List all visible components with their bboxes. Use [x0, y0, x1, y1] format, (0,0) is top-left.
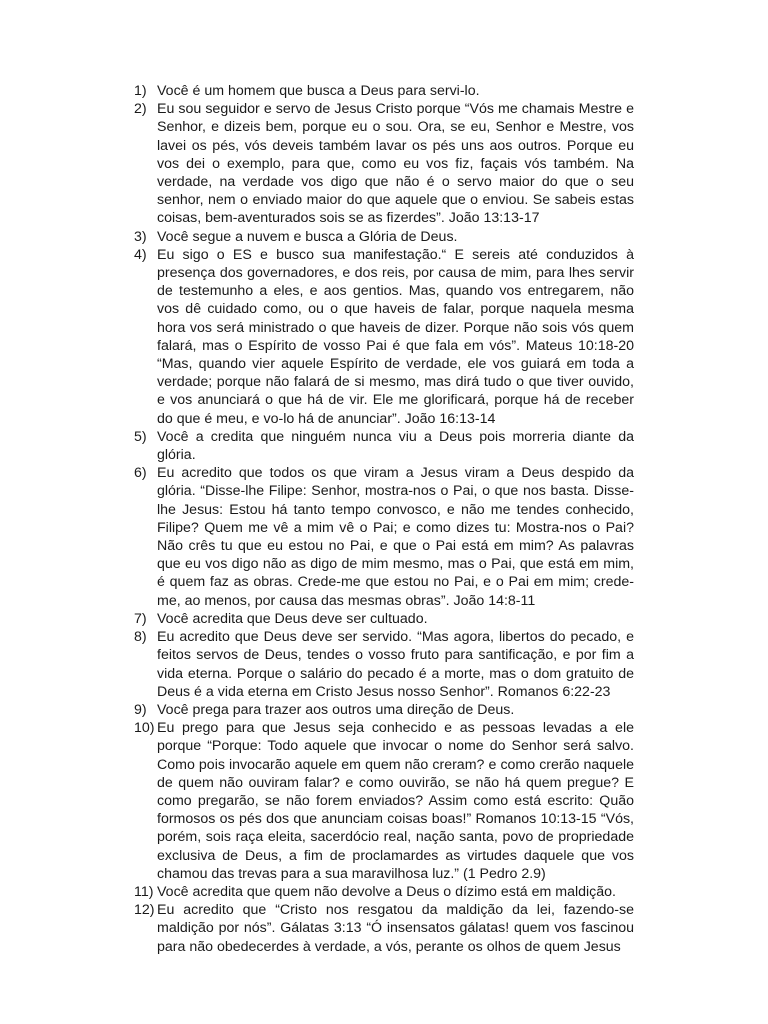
item-text: Você acredita que Deus deve ser cultuado. [157, 610, 428, 627]
list-item [134, 428, 634, 464]
item-number: 11) [134, 883, 154, 900]
list-item [134, 100, 634, 227]
item-text: Você acredita que quem não devolve a Deus o dízimo está em maldição. [157, 883, 616, 900]
item-text: Você é um homem que busca a Deus para servi-lo. [157, 83, 480, 99]
item-text: Eu sigo o ES e busco sua manifestação.“ E sereis até conduzidos à presença dos governadores, e dos reis, por causa de mim, para lhes servir de testemunho a eles, e aos gentios. Mas, quando vos entregarem, não vos dê cuidado como, ou o que haveis de falar, porque naquela mesma hora vos será ministrado o que haveis de dizer. Porque não sois vós quem falará, mas o Espírito de vosso Pai é que fala em vós”. Mateus 10:18-20 “Mas, quando vier aquele Espírito de verdade, ele vos guiará em toda a verdade; porque não falará de si mesmo, mas dirá tudo o que tiver ouvido, e vos anunciará o que há de vir. Ele me glorificará, porque há de receber do que é meu, e vo-lo há de anunciar”. João 16:13-14 [157, 246, 634, 427]
item-text: Você segue a nuvem e busca a Glória de Deus. [157, 228, 458, 245]
document-page [134, 82, 634, 956]
item-text: Você a credita que ninguém nunca viu a Deus pois morreria diante da glória. [157, 428, 634, 464]
item-text: Você prega para trazer aos outros uma direção de Deus. [157, 701, 515, 718]
item-number: 1) [134, 83, 147, 99]
item-number: 2) [134, 101, 147, 118]
item-number: 9) [134, 701, 147, 718]
list-item [134, 82, 634, 100]
item-number: 3) [134, 228, 147, 245]
item-number: 6) [134, 465, 147, 482]
item-text: Eu acredito que todos os que viram a Jesus viram a Deus despido da glória. “Disse-lhe Filipe: Senhor, mostra-nos o Pai, o que nos basta. Disse-lhe Jesus: Estou há tanto tempo convosco, e não me tendes conhecido, Filipe? Quem me vê a mim vê o Pai; e como dizes tu: Mostra-nos o Pai? Não crês tu que eu estou no Pai, e que o Pai está em mim? As palavras que eu vos digo não as digo de mim mesmo, mas o Pai, que está em mim, é quem faz as obras. Crede-me que estou no Pai, e o Pai em mim; crede-me, ao menos, por causa das mesmas obras”. João 14:8-11 [157, 465, 634, 609]
item-text: Eu acredito que Deus deve ser servido. “Mas agora, libertos do pecado, e feitos servos de Deus, tendes o vosso fruto para santificação, e por fim a vida eterna. Porque o salário do pecado é a morte, mas o dom gratuito de Deus é a vida eterna em Cristo Jesus nosso Senhor”. Romanos 6:22-23 [157, 629, 634, 700]
item-number: 8) [134, 629, 147, 646]
list-item [134, 719, 634, 883]
item-number: 7) [134, 610, 147, 627]
list-item [134, 610, 634, 628]
list-item [134, 883, 634, 901]
list-item [134, 901, 634, 956]
item-text: Eu acredito que “Cristo nos resgatou da maldição da lei, fazendo-se maldição por nós”. Gálatas 3:13 “Ó insensatos gálatas! quem vos fascinou para não obedecerdes à verdade, a vós, perante os olhos de quem Jesus [157, 902, 634, 955]
item-number: 10) [134, 720, 155, 737]
item-text: Eu prego para que Jesus seja conhecido e as pessoas levadas a ele porque “Porque: Todo aquele que invocar o nome do Senhor será salvo. Como pois invocarão aquele em quem não creram? e como crerão naquele de quem não ouviram falar? e como ouvirão, se não há quem pregue? E como pregarão, se não forem enviados? Assim como está escrito: Quão formosos os pés dos que anunciam coisas boas!” Romanos 10:13-15 “Vós, porém, sois raça eleita, sacerdócio real, nação santa, povo de propriedade exclusiva de Deus, a fim de proclamardes as virtudes daquele que vos chamou das trevas para a sua maravilhosa luz.” (1 Pedro 2.9) [157, 720, 634, 882]
item-number: 4) [134, 246, 147, 263]
item-text: Eu sou seguidor e servo de Jesus Cristo porque “Vós me chamais Mestre e Senhor, e dizeis bem, porque eu o sou. Ora, se eu, Senhor e Mestre, vos lavei os pés, vós deveis também lavar os pés uns aos outros. Porque eu vos dei o exemplo, para que, como eu vos fiz, façais vós também. Na verdade, na verdade vos digo que não é o servo maior do que o seu senhor, nem o enviado maior do que aquele que o enviou. Se sabeis estas coisas, bem-aventurados sois se as fizerdes”. João 13:13-17 [157, 101, 634, 227]
list-item [134, 228, 634, 246]
list-item [134, 628, 634, 701]
list-item [134, 701, 634, 719]
item-number: 12) [134, 902, 155, 919]
item-number: 5) [134, 428, 147, 445]
list-item [134, 246, 634, 428]
numbered-list [134, 82, 634, 956]
list-item [134, 464, 634, 610]
